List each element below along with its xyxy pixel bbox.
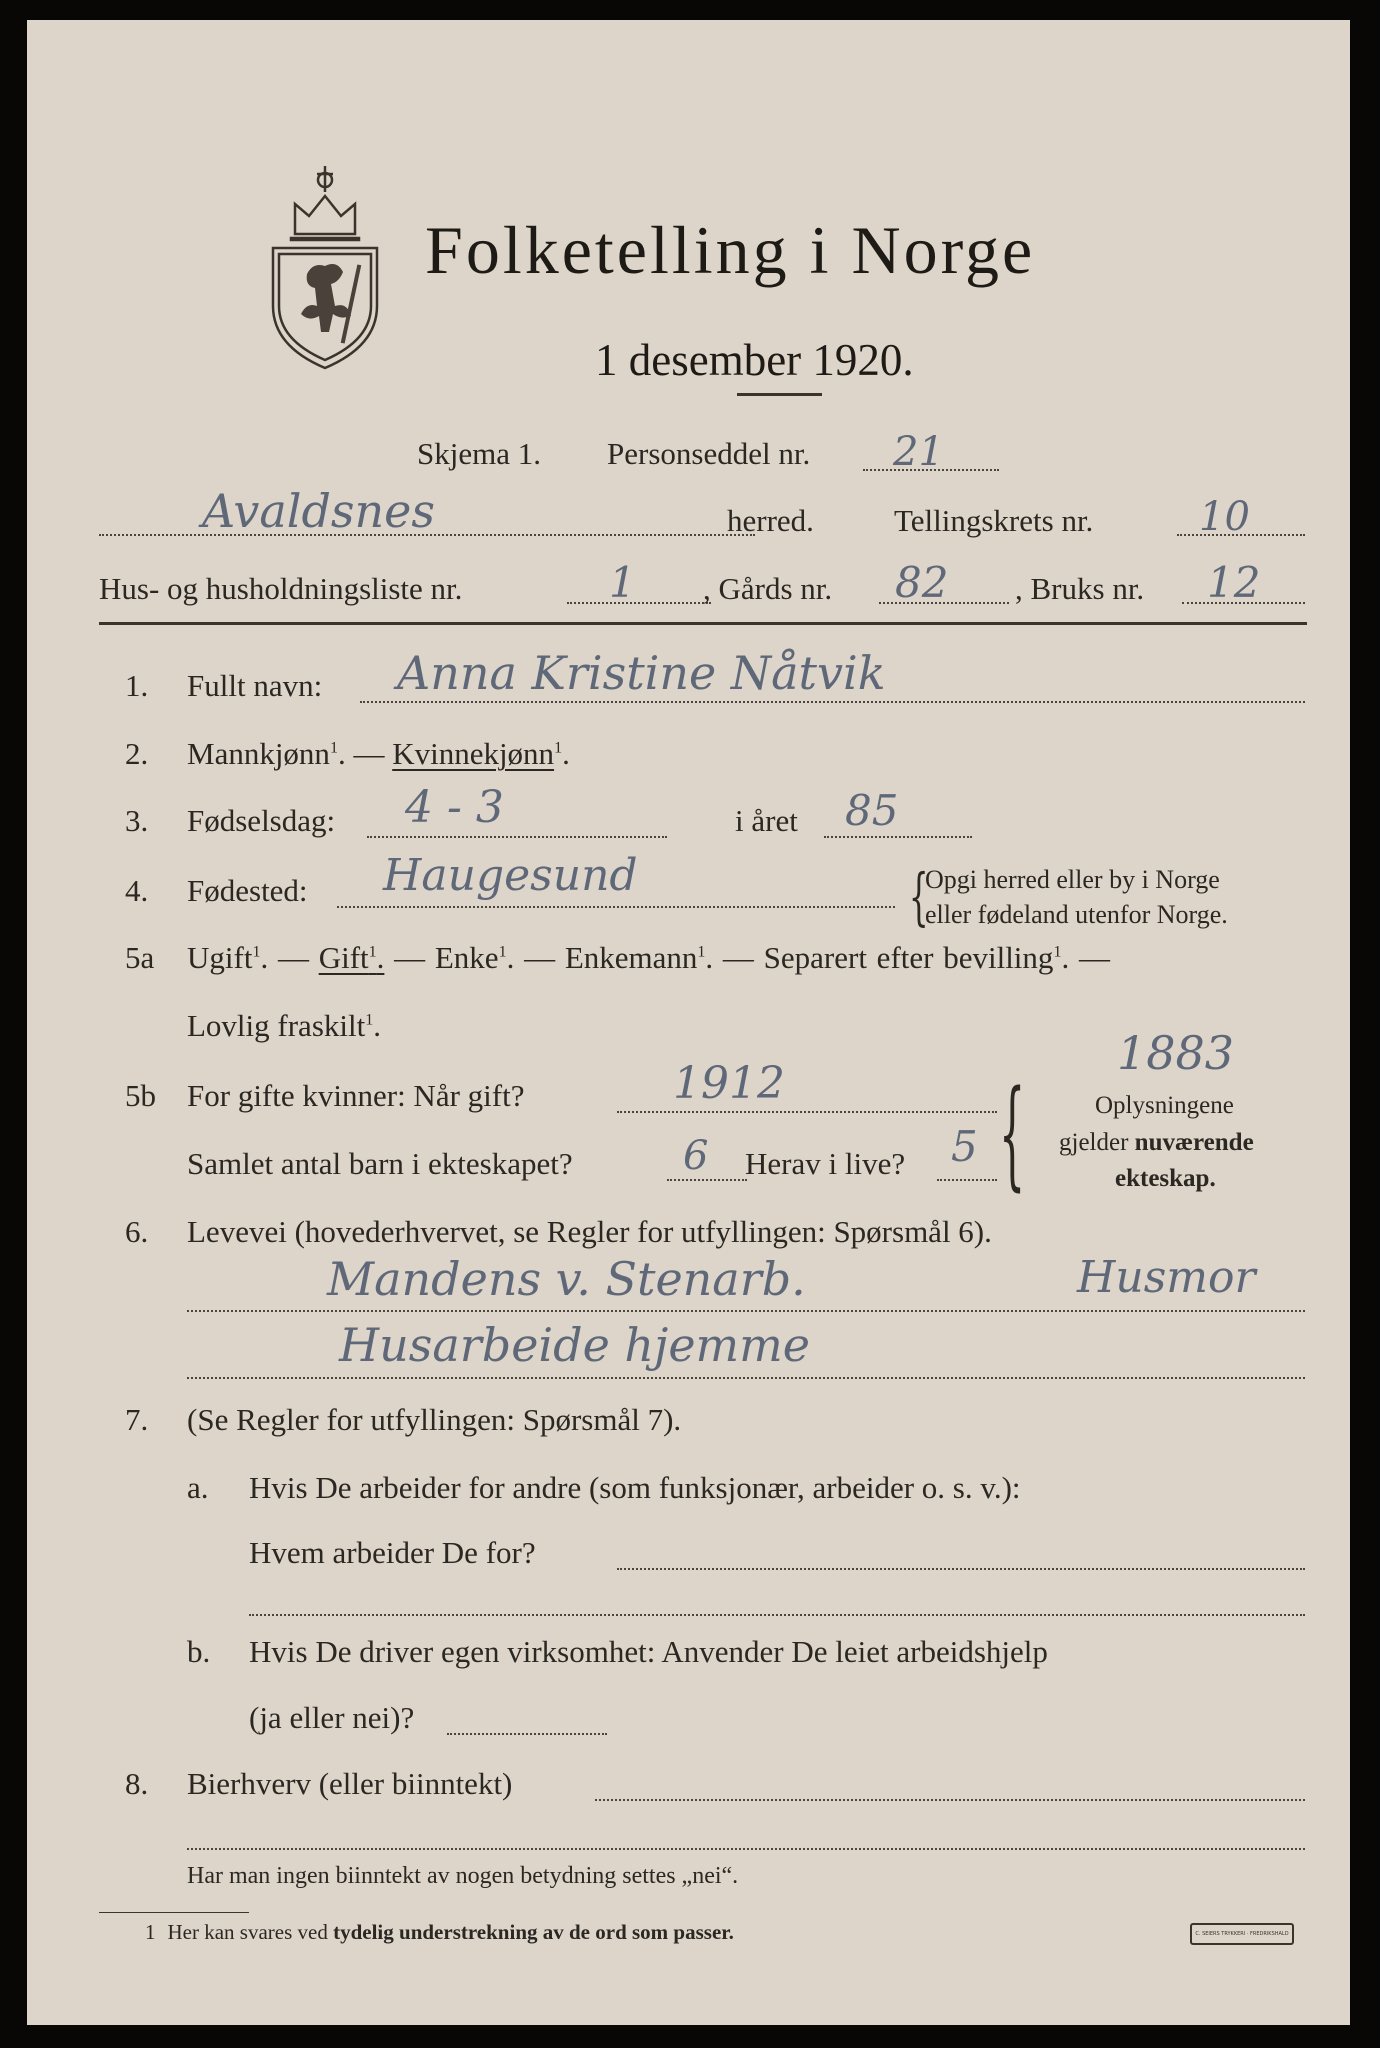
q3-label: Fødselsdag: <box>187 803 336 838</box>
birth-year-field[interactable] <box>824 836 972 838</box>
marriage-year-field[interactable] <box>617 1111 997 1113</box>
printer-stamp: C. SEIERS TRYKKERI · FREDRIKSHALD <box>1190 1923 1294 1945</box>
side-income-field-1[interactable] <box>595 1799 1305 1801</box>
q8-label: Bierhverv (eller biinntekt) <box>187 1766 513 1801</box>
occupation-value-2: Husarbeide hjemme <box>339 1318 811 1372</box>
q7b-question: (ja eller nei)? <box>249 1700 415 1735</box>
marriage-year-value: 1912 <box>673 1058 785 1109</box>
footnote: 1 Her kan svares ved tydelig understrekning av de ord som passer. <box>145 1920 734 1944</box>
birthplace-field[interactable] <box>337 906 895 908</box>
children-label: Samlet antal barn i ekteskapet? <box>187 1146 573 1181</box>
gards-value: 82 <box>895 558 949 607</box>
q7-number: 7. <box>125 1402 149 1437</box>
q7b-text: Hvis De driver egen virksomhet: Anvender De leiet arbeidshjelp <box>249 1634 1048 1669</box>
birthplace-note-line2: eller fødeland utenfor Norge. <box>925 900 1228 929</box>
birth-year-value: 85 <box>845 786 899 835</box>
q8-number: 8. <box>125 1766 149 1801</box>
living-children-value: 5 <box>951 1122 978 1171</box>
full-name-field[interactable] <box>360 701 1305 703</box>
marriage-extra-year: 1883 <box>1117 1026 1235 1080</box>
form-date: 1 desember 1920. <box>595 335 914 385</box>
marital-enkemann-option[interactable]: Enkemann$^1$. <box>564 940 714 975</box>
birthplace-value: Haugesund <box>383 850 638 901</box>
living-children-field[interactable] <box>937 1179 997 1181</box>
norway-coat-of-arms-emblem <box>255 156 395 372</box>
marital-separert-option[interactable]: Separert efter bevilling$^1$. <box>763 940 1070 975</box>
q7b-letter: b. <box>187 1634 211 1669</box>
q3-number: 3. <box>125 803 149 838</box>
hus-value: 1 <box>609 558 636 607</box>
children-value: 6 <box>683 1133 709 1179</box>
q4-number: 4. <box>125 873 149 908</box>
herred-label: herred. <box>727 503 814 538</box>
marriage-note-line1: Oplysningene <box>1095 1092 1234 1119</box>
q5b-number: 5b <box>125 1078 156 1113</box>
birthplace-note-line1: Opgi herred eller by i Norge <box>925 865 1220 894</box>
employer-field-1[interactable] <box>617 1568 1305 1570</box>
census-form-page <box>27 20 1350 2025</box>
occupation-field-1[interactable] <box>187 1310 1305 1312</box>
birthdate-field[interactable] <box>367 836 667 838</box>
birthdate-value: 4 - 3 <box>405 782 504 833</box>
hus-field[interactable] <box>567 602 711 604</box>
q5b-label: For gifte kvinner: Når gift? <box>187 1078 525 1113</box>
q7a-letter: a. <box>187 1470 209 1505</box>
header-divider <box>99 622 1307 625</box>
q2-number: 2. <box>125 736 149 771</box>
marital-enke-option[interactable]: Enke$^1$. <box>434 940 515 975</box>
marriage-note-line3: ekteskap. <box>1115 1165 1216 1192</box>
q7-label: (Se Regler for utfyllingen: Spørsmål 7). <box>187 1402 682 1437</box>
sex-male-option[interactable]: Mannkjønn$^1$ <box>187 736 338 771</box>
q7a-question: Hvem arbeider De for? <box>249 1535 536 1570</box>
q1-number: 1. <box>125 668 149 703</box>
gards-label: , Gårds nr. <box>703 571 833 606</box>
footnote-rule <box>99 1912 249 1913</box>
no-income-note: Har man ingen biinntekt av nogen betydning settes „nei“. <box>187 1863 739 1889</box>
tellingskrets-label: Tellingskrets nr. <box>894 503 1094 538</box>
bruks-label: , Bruks nr. <box>1015 571 1145 606</box>
q5a-number: 5a <box>125 940 155 975</box>
q6-label: Levevei (hovederhvervet, se Regler for utfyllingen: Spørsmål 6). <box>187 1214 992 1249</box>
marital-options: Ugift$^1$. — Gift$^1$. — Enke$^1$. — Enkemann$^1$. — Separert efter bevilling$^1$. — <box>187 940 1110 975</box>
employer-field-2[interactable] <box>249 1614 1305 1616</box>
marital-gift-option-underlined[interactable]: Gift$^1$. <box>318 940 385 975</box>
hus-label: Hus- og husholdningsliste nr. <box>99 571 463 606</box>
form-title: Folketelling i Norge <box>425 212 1036 288</box>
occupation-value-1b: Husmor <box>1077 1252 1256 1303</box>
herred-value: Avaldsnes <box>202 484 435 538</box>
marital-ugift-option[interactable]: Ugift$^1$. <box>187 940 269 975</box>
personseddel-value: 21 <box>893 429 944 475</box>
birthplace-note-brace: { <box>908 860 929 933</box>
sex-options: Mannkjønn$^1$. — Kvinnekjønn$^1$. <box>187 736 570 771</box>
skjema-label: Skjema 1. <box>417 436 541 471</box>
living-children-label: Herav i live? <box>745 1146 906 1181</box>
marital-lovlig-option[interactable]: Lovlig fraskilt$^1$. <box>187 1008 381 1043</box>
occupation-value-1: Mandens v. Stenarb. <box>327 1252 806 1306</box>
title-rule <box>737 393 822 396</box>
marriage-note-brace: { <box>999 1064 1026 1202</box>
q4-label: Fødested: <box>187 873 308 908</box>
q6-number: 6. <box>125 1214 149 1249</box>
tellingskrets-value: 10 <box>1199 494 1250 540</box>
side-income-field-2[interactable] <box>187 1848 1305 1850</box>
occupation-field-2[interactable] <box>187 1377 1305 1379</box>
marriage-note-line2: gjelder nuværende <box>1059 1129 1254 1156</box>
q1-label: Fullt navn: <box>187 668 323 703</box>
bruks-value: 12 <box>1207 558 1261 607</box>
sex-female-option-underlined[interactable]: Kvinnekjønn <box>392 736 555 771</box>
children-field[interactable] <box>667 1179 747 1181</box>
hired-help-field[interactable] <box>447 1733 607 1735</box>
full-name-value: Anna Kristine Nåtvik <box>397 646 886 700</box>
q7a-text: Hvis De arbeider for andre (som funksjonær, arbeider o. s. v.): <box>249 1470 1021 1505</box>
year-label: i året <box>735 803 798 838</box>
personseddel-label: Personseddel nr. <box>607 436 811 471</box>
